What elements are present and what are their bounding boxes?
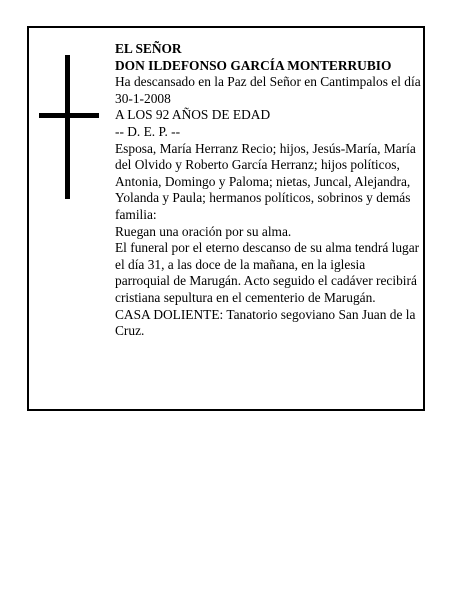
heading-title: EL SEÑOR	[115, 41, 182, 56]
prayer-request: Ruegan una oración por su alma.	[115, 223, 292, 239]
notice-text	[115, 41, 421, 340]
age-statement: A LOS 92 AÑOS DE EDAD	[115, 107, 271, 123]
rip-line: -- D. E. P. --	[115, 123, 181, 139]
family-list: Esposa, María Herranz Recio; hijos, Jesús-María, María del Olvido y Roberto García Herranz; hijos políticos, Antonia, Domingo y Paloma; nietas, Juncal, Alejandra, Yolanda y Paula; hermanos políticos, sobrinos y demás familia:	[115, 140, 416, 222]
deceased-name: DON ILDEFONSO GARCÍA MONTERRUBIO	[115, 57, 392, 73]
obituary-notice	[27, 26, 425, 411]
cross-icon	[39, 55, 99, 199]
rest-statement: Ha descansado en la Paz del Señor en Cantimpalos el día 30-1-2008	[115, 74, 421, 106]
mourning-house: CASA DOLIENTE: Tanatorio segoviano San Juan de la Cruz.	[115, 306, 416, 339]
funeral-details: El funeral por el eterno descanso de su alma tendrá lugar el día 31, a las doce de la mañana, en la iglesia parroquial de Marugán. Acto seguido el cadáver recibirá cristiana sepultura en el cementerio de Marugán.	[115, 240, 420, 305]
cross-horizontal-bar	[39, 113, 99, 118]
cross-vertical-bar	[65, 55, 70, 199]
